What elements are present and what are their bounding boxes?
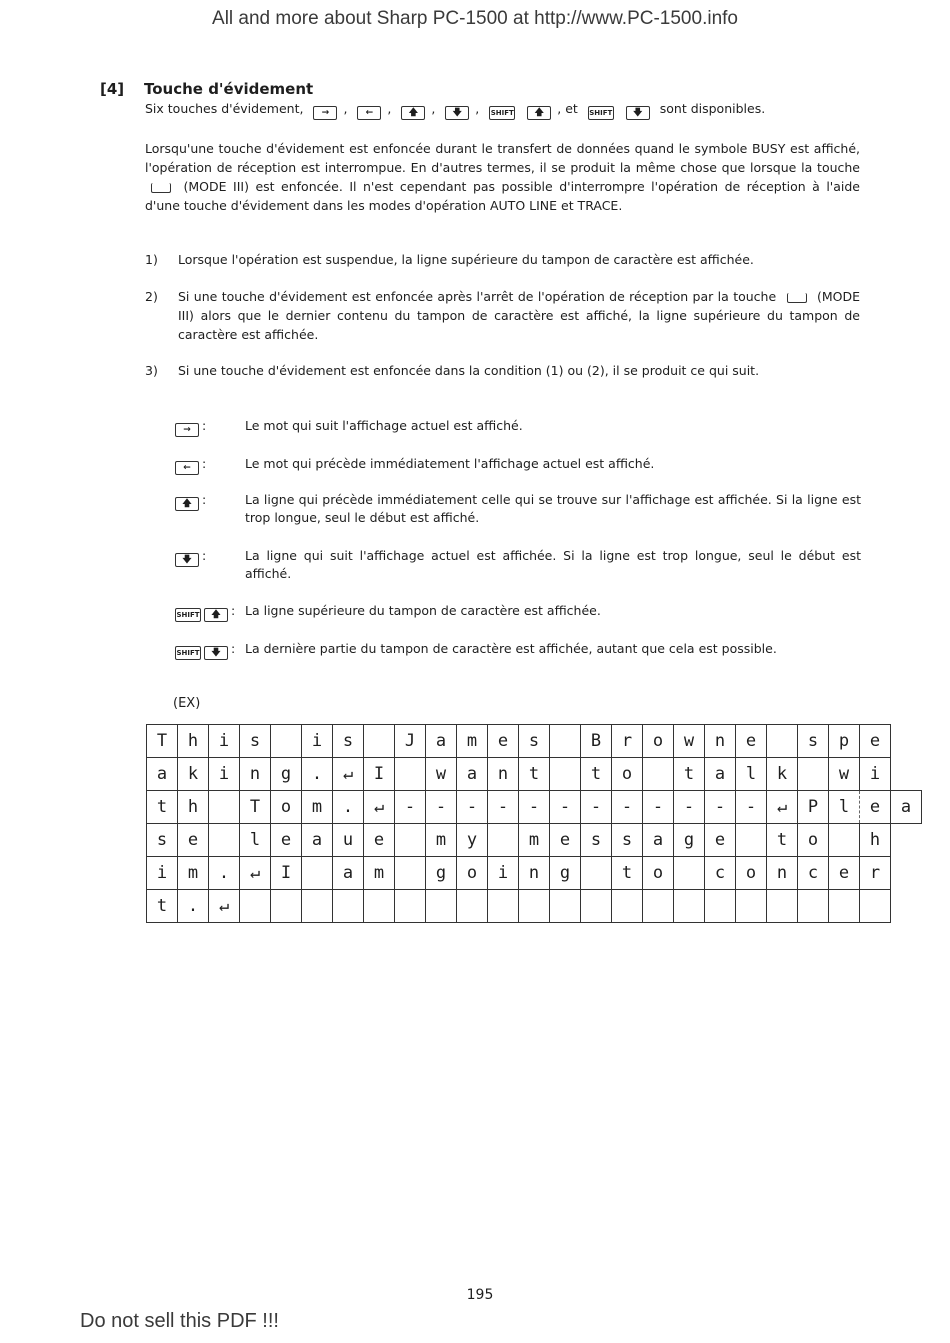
- grid-cell: [581, 857, 612, 890]
- grid-cell: s: [240, 725, 271, 758]
- grid-cell: e: [860, 725, 891, 758]
- grid-cell: .: [302, 758, 333, 791]
- key-combo: 🡇 :: [175, 547, 245, 567]
- grid-cell: -: [519, 791, 550, 824]
- grid-cell: a: [302, 824, 333, 857]
- grid-cell: t: [674, 758, 705, 791]
- grid-cell: [209, 791, 240, 824]
- grid-cell: o: [457, 857, 488, 890]
- grid-cell: o: [643, 725, 674, 758]
- grid-cell: t: [612, 857, 643, 890]
- grid-cell: [302, 857, 333, 890]
- grid-cell: [457, 890, 488, 923]
- grid-cell: a: [891, 791, 922, 824]
- grid-cell: o: [643, 857, 674, 890]
- grid-cell: i: [209, 725, 240, 758]
- grid-cell: h: [178, 791, 209, 824]
- grid-cell: [395, 758, 426, 791]
- grid-cell: r: [612, 725, 643, 758]
- grid-cell: i: [302, 725, 333, 758]
- grid-cell: m: [364, 857, 395, 890]
- up-arrow-key-icon: 🡅: [204, 608, 228, 622]
- grid-cell: .: [178, 890, 209, 923]
- grid-cell: s: [519, 725, 550, 758]
- grid-cell: e: [705, 824, 736, 857]
- right-arrow-key-icon: →: [313, 106, 337, 120]
- grid-cell: -: [705, 791, 736, 824]
- grid-cell: o: [798, 824, 829, 857]
- section-title: [100, 80, 313, 98]
- busy-paragraph-end: (MODE III) est enfoncée. Il n'est cependant pas possible d'interrompre l'opération de réception à l'aide d'une touche d'évidement dans les modes d'opération AUTO LINE et TRACE.: [145, 179, 860, 213]
- grid-cell: [426, 890, 457, 923]
- grid-cell: [271, 890, 302, 923]
- grid-cell: -: [550, 791, 581, 824]
- grid-cell: a: [643, 824, 674, 857]
- blank-key-icon: [787, 293, 807, 303]
- key-combo: ← :: [175, 455, 245, 475]
- grid-cell: [736, 824, 767, 857]
- list-item-text: Lorsque l'opération est suspendue, la ligne supérieure du tampon de caractère est affichée.: [178, 252, 754, 267]
- grid-row: [147, 857, 922, 890]
- grid-row: [147, 824, 922, 857]
- grid-cell: ↵: [767, 791, 798, 824]
- key-combo: SHIFT 🡇 :: [176, 641, 236, 658]
- grid-row: [147, 758, 922, 791]
- grid-cell: -: [426, 791, 457, 824]
- key-description-text: Le mot qui suit l'affichage actuel est affiché.: [245, 418, 523, 433]
- grid-cell: t: [581, 758, 612, 791]
- grid-cell: t: [767, 824, 798, 857]
- grid-cell: c: [798, 857, 829, 890]
- grid-cell: w: [426, 758, 457, 791]
- grid-cell: [550, 758, 581, 791]
- grid-cell: t: [519, 758, 550, 791]
- key-description-text: La dernière partie du tampon de caractère est affichée, autant que cela est possible.: [245, 641, 777, 656]
- section-title-text: Touche d'évidement: [144, 80, 314, 98]
- grid-cell: -: [581, 791, 612, 824]
- list-item-number: 2): [145, 289, 158, 304]
- busy-paragraph-start: Lorsqu'une touche d'évidement est enfoncée durant le transfert de données quand le symbole BUSY est affiché, l'opération de réception est interrompue. En d'autres termes, il se produit la même chose que lorsque la touche: [145, 141, 860, 175]
- grid-cell: [550, 725, 581, 758]
- grid-cell: n: [767, 857, 798, 890]
- grid-cell: h: [178, 725, 209, 758]
- up-arrow-key-icon: 🡅: [175, 497, 199, 511]
- grid-cell: [488, 824, 519, 857]
- grid-cell: [767, 725, 798, 758]
- grid-cell: a: [147, 758, 178, 791]
- grid-row: [147, 791, 922, 824]
- grid-cell: k: [767, 758, 798, 791]
- grid-cell: m: [519, 824, 550, 857]
- grid-cell: .: [209, 857, 240, 890]
- grid-cell: n: [705, 725, 736, 758]
- left-arrow-key-icon: ←: [357, 106, 381, 120]
- grid-row: [147, 890, 922, 923]
- grid-cell: [736, 890, 767, 923]
- grid-cell: n: [488, 758, 519, 791]
- example-label: (EX): [173, 696, 201, 711]
- grid-cell: [705, 890, 736, 923]
- grid-cell: B: [581, 725, 612, 758]
- character-buffer-grid: [146, 724, 922, 923]
- grid-cell: y: [457, 824, 488, 857]
- grid-cell: m: [426, 824, 457, 857]
- grid-cell: [581, 890, 612, 923]
- grid-cell: a: [333, 857, 364, 890]
- grid-cell: l: [829, 791, 860, 824]
- grid-cell: g: [271, 758, 302, 791]
- grid-cell: h: [860, 824, 891, 857]
- grid-cell: [488, 890, 519, 923]
- grid-cell: c: [705, 857, 736, 890]
- grid-cell: n: [240, 758, 271, 791]
- grid-cell: a: [426, 725, 457, 758]
- grid-cell: t: [147, 890, 178, 923]
- grid-cell: [860, 890, 891, 923]
- grid-cell: I: [271, 857, 302, 890]
- key-combo: 🡅 :: [175, 491, 245, 511]
- grid-cell: [674, 890, 705, 923]
- shift-key-icon: SHIFT: [175, 608, 201, 622]
- grid-cell: [302, 890, 333, 923]
- grid-cell: m: [302, 791, 333, 824]
- list-item-text: Si une touche d'évidement est enfoncée dans la condition (1) ou (2), il se produit ce qui suit.: [178, 363, 760, 378]
- grid-cell: l: [240, 824, 271, 857]
- list-item-text-b: (MODE III) alors que le dernier contenu du tampon de caractère est affiché, la ligne supérieure du tampon de caractère est affichée.: [178, 289, 860, 342]
- grid-cell: g: [674, 824, 705, 857]
- right-arrow-key-icon: →: [175, 423, 199, 437]
- grid-cell: -: [395, 791, 426, 824]
- grid-cell: [209, 824, 240, 857]
- grid-cell: e: [488, 725, 519, 758]
- intro-end: sont disponibles.: [659, 101, 766, 116]
- intro-start: Six touches d'évidement,: [145, 101, 304, 116]
- key-description-text: La ligne qui précède immédiatement celle qui se trouve sur l'affichage est affichée. Si la ligne est trop longue, seul le début est affiché.: [245, 492, 861, 525]
- blank-key-icon: [151, 183, 171, 193]
- grid-cell: o: [736, 857, 767, 890]
- grid-cell: [364, 890, 395, 923]
- grid-cell: ↵: [364, 791, 395, 824]
- grid-cell: s: [581, 824, 612, 857]
- left-arrow-key-icon: ←: [175, 461, 199, 475]
- grid-cell: m: [457, 725, 488, 758]
- grid-cell: k: [178, 758, 209, 791]
- list-item-number: 1): [145, 252, 158, 267]
- grid-cell: [333, 890, 364, 923]
- grid-cell: e: [271, 824, 302, 857]
- grid-cell: r: [860, 857, 891, 890]
- grid-cell: P: [798, 791, 829, 824]
- grid-cell: i: [488, 857, 519, 890]
- grid-cell: [798, 890, 829, 923]
- down-arrow-key-icon: 🡇: [204, 646, 228, 660]
- key-description-text: La ligne supérieure du tampon de caractère est affichée.: [245, 603, 601, 618]
- list-item-number: 3): [145, 363, 158, 378]
- shift-key-icon: SHIFT: [175, 646, 201, 660]
- grid-cell: e: [860, 791, 891, 824]
- list-item-text: [178, 287, 860, 344]
- list-item-text-a: Si une touche d'évidement est enfoncée après l'arrêt de l'opération de réception par la touche: [178, 289, 777, 304]
- grid-cell: s: [333, 725, 364, 758]
- grid-cell: [519, 890, 550, 923]
- grid-cell: a: [457, 758, 488, 791]
- down-arrow-key-icon: 🡇: [445, 106, 469, 120]
- grid-cell: T: [240, 791, 271, 824]
- shift-key-icon: SHIFT: [588, 106, 614, 120]
- grid-cell: s: [147, 824, 178, 857]
- grid-cell: s: [612, 824, 643, 857]
- grid-cell: l: [736, 758, 767, 791]
- grid-cell: ↵: [240, 857, 271, 890]
- grid-cell: [271, 725, 302, 758]
- up-arrow-key-icon: 🡅: [527, 106, 551, 120]
- grid-cell: [829, 824, 860, 857]
- grid-cell: -: [736, 791, 767, 824]
- down-arrow-key-icon: 🡇: [175, 553, 199, 567]
- grid-cell: [643, 890, 674, 923]
- grid-cell: w: [829, 758, 860, 791]
- grid-cell: g: [426, 857, 457, 890]
- grid-cell: ↵: [333, 758, 364, 791]
- grid-cell: u: [333, 824, 364, 857]
- grid-cell: e: [736, 725, 767, 758]
- grid-cell: e: [364, 824, 395, 857]
- grid-cell: [395, 824, 426, 857]
- grid-cell: ↵: [209, 890, 240, 923]
- grid-cell: T: [147, 725, 178, 758]
- grid-cell: n: [519, 857, 550, 890]
- grid-cell: [767, 890, 798, 923]
- grid-cell: [612, 890, 643, 923]
- grid-cell: e: [178, 824, 209, 857]
- grid-cell: [674, 857, 705, 890]
- grid-cell: [395, 857, 426, 890]
- shift-key-icon: SHIFT: [489, 106, 515, 120]
- grid-cell: [240, 890, 271, 923]
- grid-cell: -: [674, 791, 705, 824]
- grid-cell: -: [643, 791, 674, 824]
- grid-cell: g: [550, 857, 581, 890]
- site-footer: Do not sell this PDF !!!: [80, 1310, 279, 1332]
- grid-cell: [643, 758, 674, 791]
- grid-cell: -: [488, 791, 519, 824]
- grid-cell: .: [333, 791, 364, 824]
- key-description-text: La ligne qui suit l'affichage actuel est affichée. Si la ligne est trop longue, seul le début est affiché.: [245, 548, 861, 581]
- grid-cell: o: [612, 758, 643, 791]
- grid-cell: a: [705, 758, 736, 791]
- section-number: [4]: [100, 80, 125, 98]
- key-description-text: Le mot qui précède immédiatement l'affichage actuel est affiché.: [245, 456, 655, 471]
- grid-cell: [395, 890, 426, 923]
- grid-cell: o: [271, 791, 302, 824]
- grid-cell: t: [147, 791, 178, 824]
- key-combo: → :: [175, 417, 245, 437]
- grid-cell: w: [674, 725, 705, 758]
- grid-cell: m: [178, 857, 209, 890]
- grid-cell: e: [829, 857, 860, 890]
- down-arrow-key-icon: 🡇: [626, 106, 650, 120]
- up-arrow-key-icon: 🡅: [401, 106, 425, 120]
- busy-paragraph: [145, 139, 860, 215]
- grid-row: [147, 725, 922, 758]
- grid-cell: i: [860, 758, 891, 791]
- grid-cell: [550, 890, 581, 923]
- grid-cell: -: [457, 791, 488, 824]
- grid-cell: p: [829, 725, 860, 758]
- grid-cell: -: [612, 791, 643, 824]
- key-combo: SHIFT 🡅 :: [176, 603, 236, 620]
- grid-cell: s: [798, 725, 829, 758]
- grid-cell: e: [550, 824, 581, 857]
- grid-cell: [829, 890, 860, 923]
- grid-cell: i: [209, 758, 240, 791]
- intro-paragraph: Six touches d'évidement, → , ← , 🡅 , 🡇 , SHIFT 🡅 , et SHIFT 🡇 sont disponibles.: [145, 101, 766, 118]
- grid-cell: i: [147, 857, 178, 890]
- site-header: All and more about Sharp PC-1500 at http://www.PC-1500.info: [212, 8, 738, 29]
- page-number: 195: [466, 1287, 494, 1303]
- grid-cell: J: [395, 725, 426, 758]
- grid-cell: [798, 758, 829, 791]
- grid-cell: [364, 725, 395, 758]
- grid-cell: I: [364, 758, 395, 791]
